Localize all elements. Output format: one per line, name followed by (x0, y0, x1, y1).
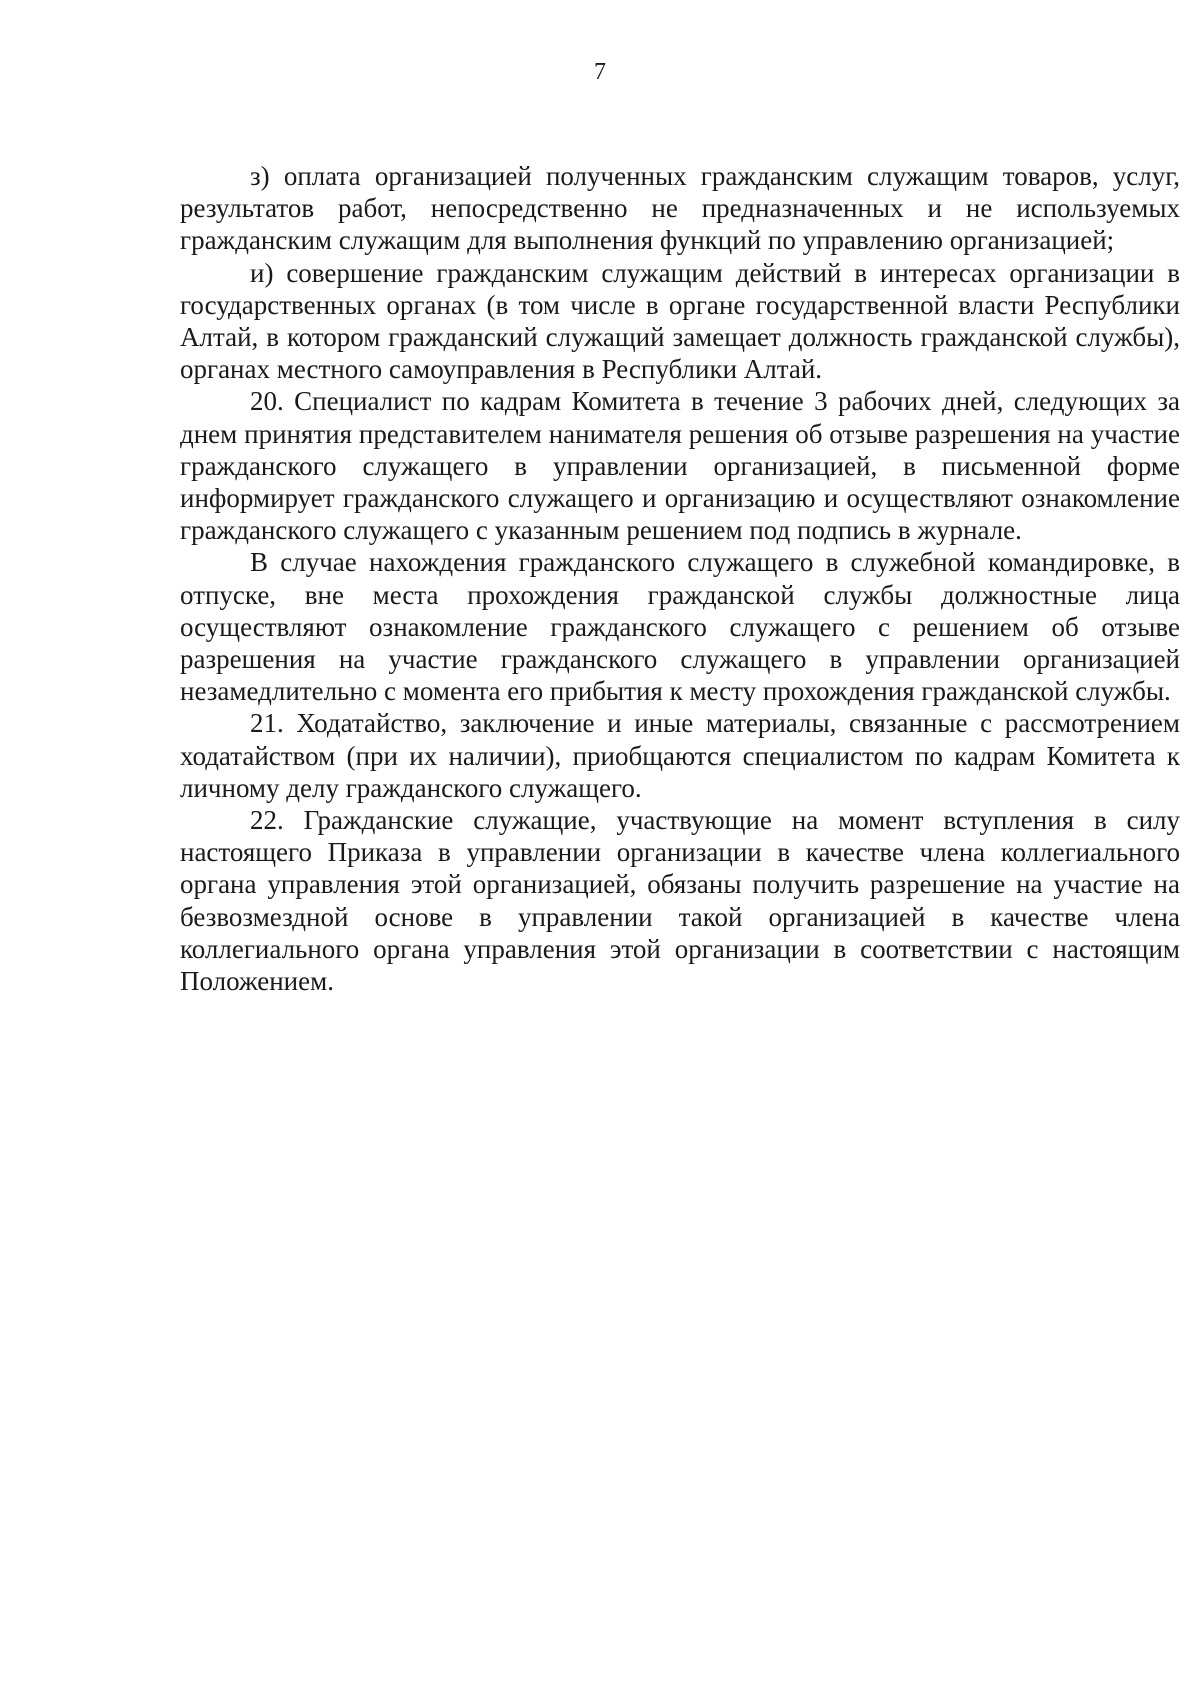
paragraph-i: и) совершение гражданским служащим действий в интересах организации в государственных органах (в том числе в органе государственной власти Республики Алтай, в котором гражданский служащий замещает должность гражданской службы), органах местного самоуправления в Республики Алтай. (180, 257, 1180, 385)
paragraph-22: 22. Гражданские служащие, участвующие на момент вступления в силу настоящего Приказа в управлении организации в качестве члена коллегиального органа управления этой организацией, обязаны получить разрешение на участие на безвозмездной основе в управлении такой организацией в качестве члена коллегиального органа управления этой организации в соответствии с настоящим Положением. (180, 805, 1180, 997)
paragraph-21: 21. Ходатайство, заключение и иные материалы, связанные с рассмотрением ходатайством (при их наличии), приобщаются специалистом по кадрам Комитета к личному делу гражданского служащего. (180, 708, 1180, 803)
page-number: 7 (594, 59, 606, 85)
paragraph-z: з) оплата организацией полученных гражданским служащим товаров, услуг, результатов работ, непосредственно не предназначенных и не используемых гражданским служащим для выполнения функций по управлению организацией; (180, 161, 1180, 256)
paragraph-20: 20. Специалист по кадрам Комитета в течение 3 рабочих дней, следующих за днем принятия представителем нанимателя решения об отзыве разрешения на участие гражданского служащего в управлении организацией, в письменной форме информирует гражданского служащего и организацию и осуществляют ознакомление гражданского служащего с указанным решением под подпись в журнале. (180, 386, 1180, 546)
document-body (180, 160, 1180, 997)
paragraph-20-continuation: В случае нахождения гражданского служащего в служебной командировке, в отпуске, вне места прохождения гражданской службы должностные лица осуществляют ознакомление гражданского служащего с решением об отзыве разрешения на участие гражданского служащего в управлении организацией незамедлительно с момента его прибытия к месту прохождения гражданской службы. (180, 547, 1180, 707)
